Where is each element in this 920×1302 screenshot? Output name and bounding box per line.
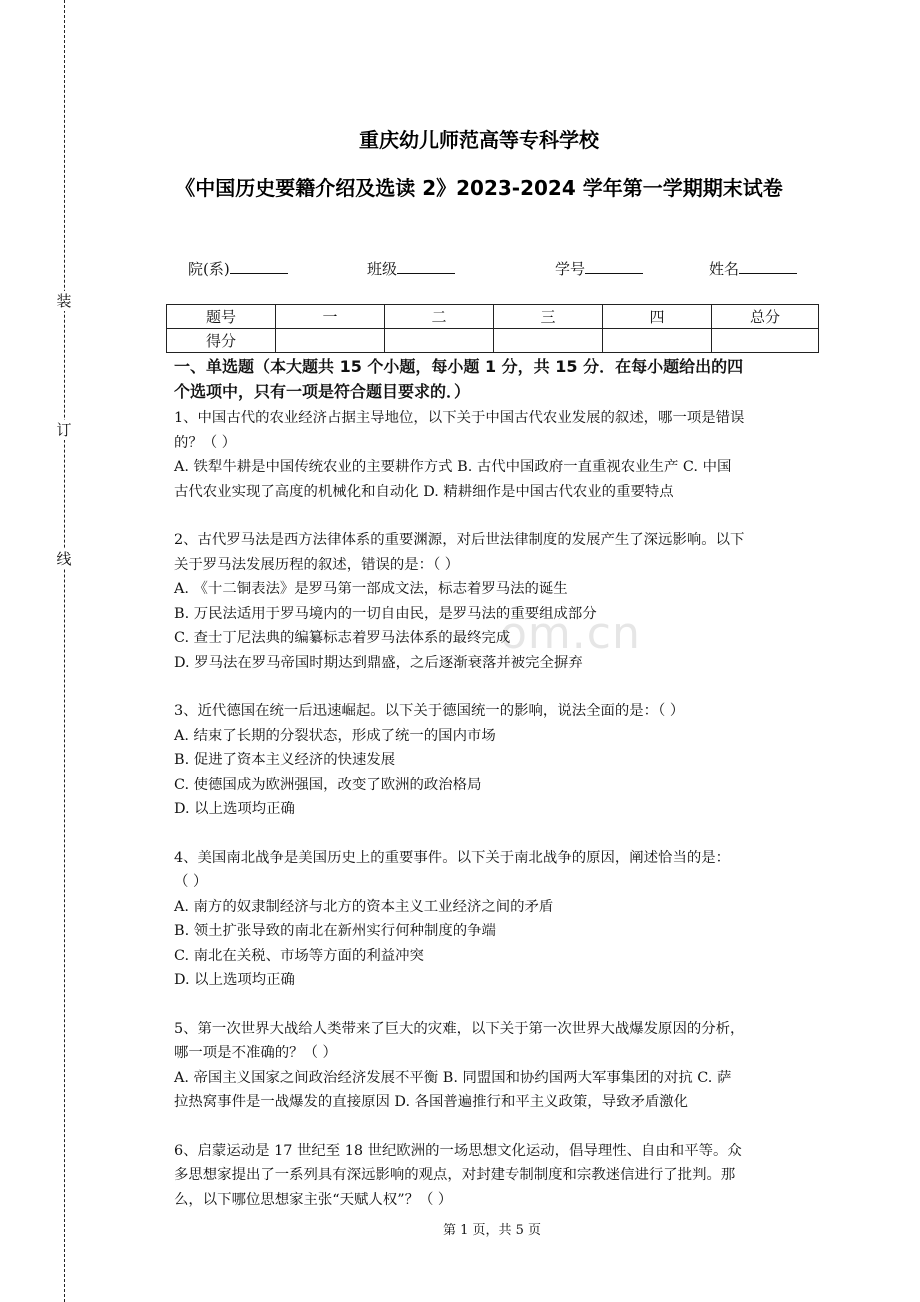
score-header-cell: 三 xyxy=(494,305,603,329)
student-id-label: 学号 xyxy=(555,260,586,278)
score-cell[interactable] xyxy=(494,329,603,353)
question-text-line: 多思想家提出了一系列具有深远影响的观点，对封建专制制度和宗教迷信进行了批判。那 xyxy=(174,1167,736,1183)
question-text-line: 么，以下哪位思想家主张“天赋人权”？（ ） xyxy=(174,1191,453,1208)
class-label: 班级 xyxy=(367,260,398,278)
score-header-cell: 四 xyxy=(603,305,712,329)
question-3 xyxy=(174,699,819,822)
option-c: C. 使德国成为欧洲强国，改变了欧洲的政治格局 xyxy=(174,776,482,793)
option-c: C. 查士丁尼法典的编纂标志着罗马法体系的最终完成 xyxy=(174,630,511,646)
option-line: A. 铁犁牛耕是中国传统农业的主要耕作方式 B. 古代中国政府一直重视农业生产 C. 中国 xyxy=(174,459,732,475)
score-header-cell: 题号 xyxy=(167,305,276,329)
option-line: A. 帝国主义国家之间政治经济发展不平衡 B. 同盟国和协约国两大军事集团的对抗 C. 萨 xyxy=(174,1069,732,1086)
option-line: 拉热窝事件是一战爆发的直接原因 D. 各国普遍推行和平主义政策，导致矛盾激化 xyxy=(174,1094,689,1110)
score-cell[interactable] xyxy=(603,329,712,353)
score-header-cell: 一 xyxy=(276,305,385,329)
option-d: D. 以上选项均正确 xyxy=(174,972,295,988)
score-cell[interactable] xyxy=(276,329,385,353)
question-text-line: 3、近代德国在统一后迅速崛起。以下关于德国统一的影响，说法全面的是：（ ） xyxy=(174,703,685,719)
score-table-header-row xyxy=(167,305,819,329)
score-table-score-row xyxy=(167,329,819,353)
option-a: A. 《十二铜表法》是罗马第一部成文法，标志着罗马法的诞生 xyxy=(174,581,568,597)
section-heading-line: 一、单选题（本大题共 15 个小题，每小题 1 分，共 15 分．在每小题给出的四 xyxy=(174,357,744,376)
question-5 xyxy=(174,1017,819,1115)
class-blank[interactable] xyxy=(397,258,455,274)
department-field[interactable] xyxy=(188,258,288,279)
question-text-line: （ ） xyxy=(174,874,208,890)
question-2 xyxy=(174,528,819,675)
exam-title: 《中国历史要籍介绍及选读 2》2023-2024 学年第一学期期末试卷 xyxy=(175,176,783,200)
score-cell[interactable] xyxy=(712,329,819,353)
question-6 xyxy=(174,1139,819,1213)
class-field[interactable] xyxy=(367,258,455,279)
option-b: B. 促进了资本主义经济的快速发展 xyxy=(174,752,396,768)
student-id-blank[interactable] xyxy=(585,258,643,274)
question-text-line: 1、中国古代的农业经济占据主导地位，以下关于中国古代农业发展的叙述，哪一项是错误 xyxy=(174,410,745,426)
department-blank[interactable] xyxy=(230,258,288,274)
section-heading-line: 个选项中，只有一项是符合题目要求的．） xyxy=(174,382,471,401)
option-b: B. 万民法适用于罗马境内的一切自由民，是罗马法的重要组成部分 xyxy=(174,605,597,622)
question-1 xyxy=(174,406,819,504)
score-table xyxy=(166,304,819,353)
option-a: A. 南方的奴隶制经济与北方的资本主义工业经济之间的矛盾 xyxy=(174,898,554,915)
page-footer: 第 1 页，共 5 页 xyxy=(442,1223,542,1238)
department-label: 院(系) xyxy=(188,260,230,278)
school-name: 重庆幼儿师范高等专科学校 xyxy=(359,128,599,152)
student-id-field[interactable] xyxy=(555,258,643,279)
question-text-line: 的？（ ） xyxy=(174,434,237,451)
section-heading xyxy=(174,354,819,404)
score-header-cell: 总分 xyxy=(712,305,819,329)
option-d: D. 罗马法在罗马帝国时期达到鼎盛，之后逐渐衰落并被完全摒弃 xyxy=(174,654,583,671)
score-cell[interactable] xyxy=(385,329,494,353)
question-text-line: 5、第一次世界大战给人类带来了巨大的灾难，以下关于第一次世界大战爆发原因的分析， xyxy=(174,1020,745,1037)
question-text-line: 2、古代罗马法是西方法律体系的重要渊源，对后世法律制度的发展产生了深远影响。以下 xyxy=(174,532,745,548)
question-text-line: 6、启蒙运动是 17 世纪至 18 世纪欧洲的一场思想文化运动，倡导理性、自由和平等。众 xyxy=(174,1142,742,1159)
option-a: A. 结束了长期的分裂状态，形成了统一的国内市场 xyxy=(174,727,496,744)
exam-content xyxy=(174,354,819,1212)
question-text-line: 4、美国南北战争是美国历史上的重要事件。以下关于南北战争的原因，阐述恰当的是： xyxy=(174,849,731,866)
option-line: 古代农业实现了高度的机械化和自动化 D. 精耕细作是中国古代农业的重要特点 xyxy=(174,483,674,500)
question-4 xyxy=(174,846,819,993)
option-b: B. 领土扩张导致的南北在新州实行何种制度的争端 xyxy=(174,923,496,939)
binding-char-ding: 订 xyxy=(56,421,72,439)
score-row-label: 得分 xyxy=(167,329,276,353)
binding-char-xian: 线 xyxy=(56,550,72,568)
question-text-line: 关于罗马法发展历程的叙述，错误的是：（ ） xyxy=(174,556,460,573)
option-c: C. 南北在关税、市场等方面的利益冲突 xyxy=(174,947,424,964)
question-text-line: 哪一项是不准确的？（ ） xyxy=(174,1045,337,1061)
watermark: om.cn xyxy=(500,608,641,659)
binding-char-zhuang: 装 xyxy=(56,292,72,310)
score-header-cell: 二 xyxy=(385,305,494,329)
name-label: 姓名 xyxy=(709,260,740,278)
option-d: D. 以上选项均正确 xyxy=(174,801,295,817)
name-blank[interactable] xyxy=(739,258,797,274)
name-field[interactable] xyxy=(709,258,797,279)
